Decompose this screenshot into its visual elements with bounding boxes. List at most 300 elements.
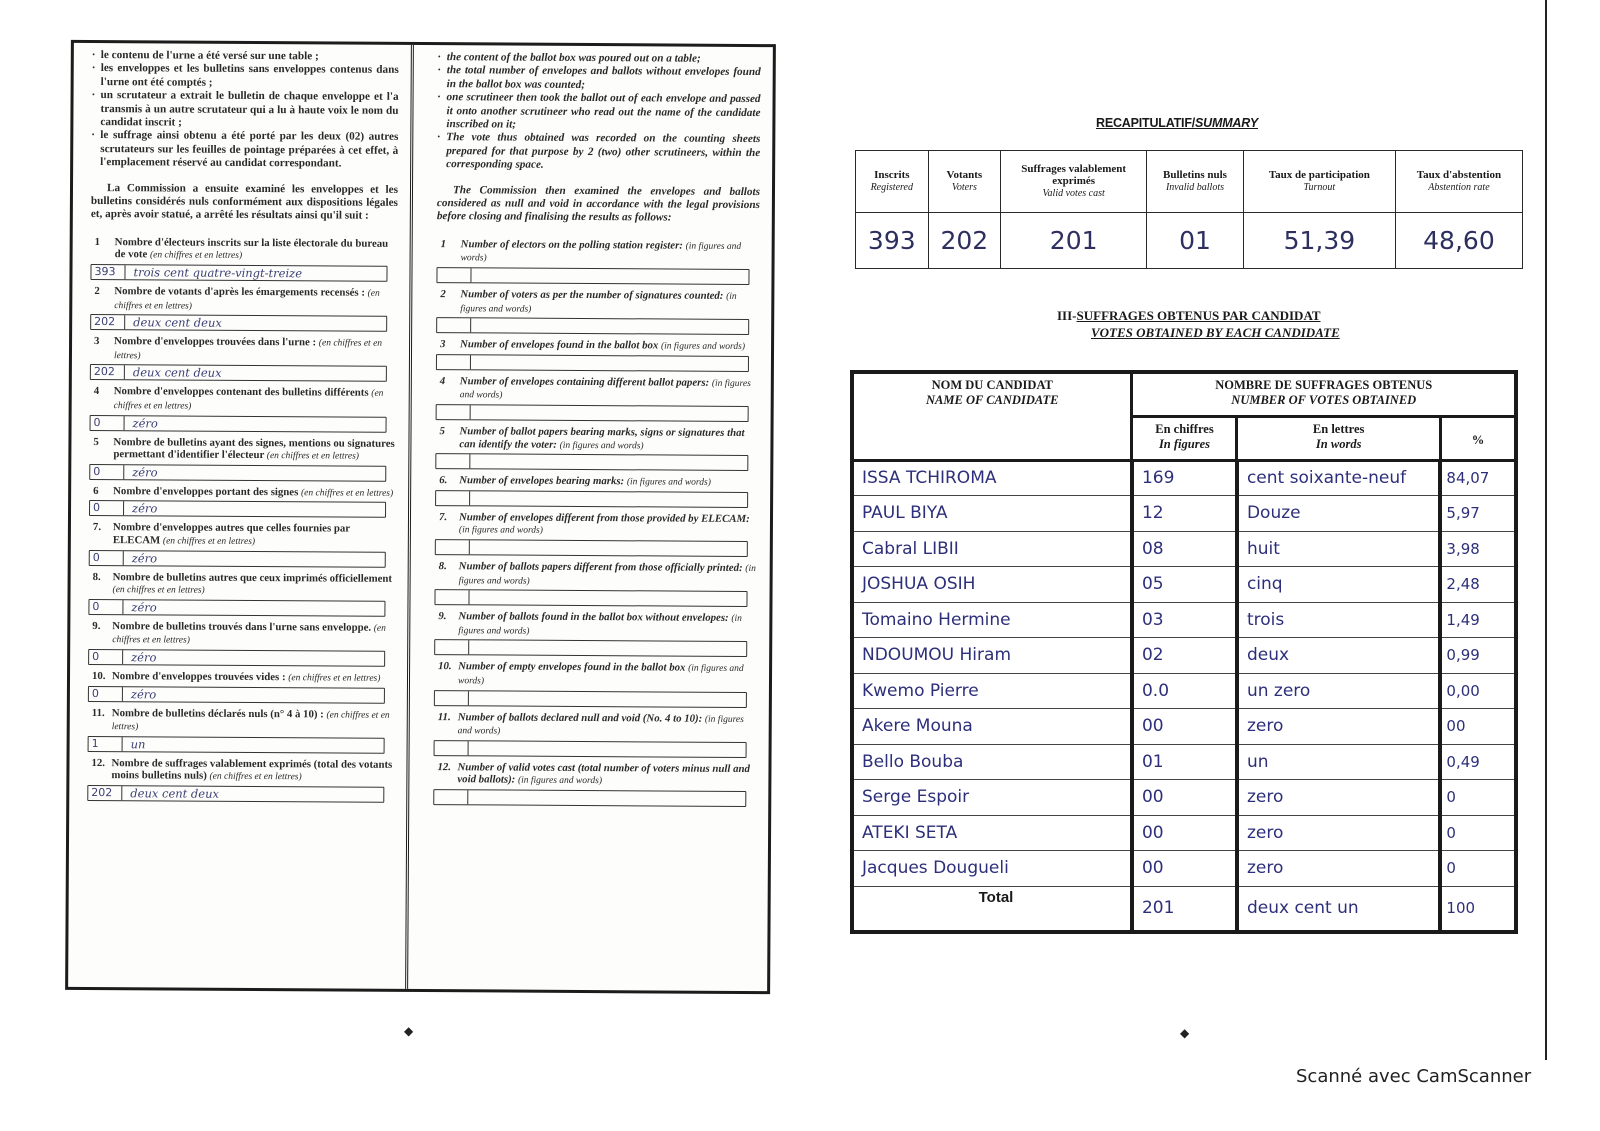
count-item-text: Nombre de bulletins déclarés nuls (n° 4 à 10) : (111, 706, 324, 720)
candidate-row (852, 460, 1516, 496)
count-item (90, 385, 397, 432)
words-input[interactable]: zéro (130, 686, 157, 701)
count-field[interactable] (436, 317, 749, 335)
procedure-list-en (437, 51, 761, 174)
votes-section-title (1057, 307, 1340, 341)
count-field[interactable] (436, 404, 749, 422)
count-item-label (91, 236, 398, 264)
words-input[interactable] (469, 748, 746, 750)
procedure-step: · un scrutateur a extrait le bulletin de chaque enveloppe et l'a transmis à un autre scrutateur qui a lu à haute voix le nom du candidat inscrit ; (91, 89, 398, 131)
total-percent: 100 (1440, 886, 1516, 932)
count-item-hint: (in figures and words) (457, 664, 744, 687)
count-item-label (434, 610, 757, 639)
count-item (433, 761, 756, 807)
registered-value: 393 (856, 213, 929, 269)
valid-votes-value: 201 (1001, 213, 1147, 269)
count-item-label (436, 338, 759, 354)
procedure-step: · one scrutineer then took the ballot out of each envelope and passed it onto another scrutineer who read out the name of the candidate inscribed on it; (437, 91, 760, 133)
header-candidate-name: NOM DU CANDIDAT NAME OF CANDIDATE (852, 372, 1132, 460)
words-input[interactable]: trois cent quatre-vingt-treize (133, 265, 303, 281)
count-field[interactable] (88, 599, 385, 617)
figures-input[interactable]: 202 (91, 315, 125, 329)
count-item-hint: (in figures and words) (626, 477, 711, 488)
votes-percent: 0 (1440, 851, 1516, 887)
count-item-label (437, 238, 760, 267)
count-item-text: Nombre d'enveloppes trouvées dans l'urne : (114, 335, 317, 349)
count-item-hint: (in figures and words) (458, 563, 756, 587)
votes-words: zero (1237, 851, 1440, 887)
candidate-name: ISSA TCHIROMA (852, 460, 1132, 496)
count-item-hint: (in figures and words) (460, 241, 742, 264)
count-item-label (88, 670, 395, 685)
words-input[interactable]: zéro (132, 415, 158, 431)
count-item (434, 711, 757, 758)
count-item-number: 1 (440, 237, 447, 251)
procedure-step: · le contenu de l'urne a été versé sur une table ; (92, 49, 399, 64)
votes-words: zero (1237, 780, 1440, 816)
section-number: III- (1057, 308, 1077, 323)
count-item-number: 7. (438, 510, 448, 523)
header-valid-votes: Suffrages valablement exprimés Valid votes cast (1001, 151, 1147, 213)
total-label: Total (852, 886, 1132, 932)
count-item-text: Number of valid votes cast (total number of voters minus null and void ballots): (457, 760, 750, 786)
words-input[interactable]: un (130, 736, 146, 752)
words-input[interactable] (470, 597, 747, 599)
header-registered: Inscrits Registered (856, 151, 929, 213)
count-item-hint: (en chiffres et en lettres) (288, 673, 381, 684)
count-item-text: Number of ballots papers different from those officially printed: (458, 560, 743, 574)
count-field[interactable] (435, 539, 748, 557)
abstention-value: 48,60 (1395, 213, 1522, 269)
results-page (820, 40, 1560, 1050)
votes-percent: 0,00 (1440, 673, 1516, 709)
count-item-label (436, 375, 759, 404)
count-item-text: Nombre de votants d'après les émargements recensés : (114, 285, 365, 299)
count-item-label (434, 711, 757, 740)
votes-figures: 01 (1132, 744, 1237, 780)
commission-intro-fr: La Commission a ensuite examiné les enveloppes et les bulletins considérés nuls conformément aux dispositions légales et, après avoir statué, a arrêté les résultats ainsi qu'il suit : (90, 181, 399, 223)
count-item-text: Nombre de bulletins ayant des signes, mentions ou signatures permettant d'identifier l'électeur (113, 435, 395, 462)
figures-input[interactable]: 0 (90, 501, 124, 515)
count-item-text: Number of ballot papers bearing marks, signs or signatures that can identify the voter: (459, 425, 745, 451)
total-words: deux cent un (1237, 886, 1440, 932)
figures-input[interactable]: 0 (89, 600, 123, 614)
figures-input[interactable]: 1 (89, 737, 123, 751)
count-field[interactable] (90, 314, 387, 332)
count-item-number: 7. (92, 521, 102, 534)
summary-table (855, 150, 1523, 269)
count-item-text: Nombre de bulletins trouvés dans l'urne sans enveloppe. (112, 619, 372, 634)
words-input[interactable]: zéro (132, 465, 158, 480)
count-item-text: Nombre d'enveloppes portant des signes (113, 484, 299, 499)
count-field[interactable] (90, 364, 387, 382)
votes-percent: 84,07 (1440, 460, 1516, 496)
votes-words: cinq (1237, 567, 1440, 603)
candidate-row (852, 531, 1516, 567)
count-item-hint: (en chiffres et en lettres) (209, 772, 302, 783)
candidate-row (852, 744, 1516, 780)
words-input[interactable]: deux cent deux (132, 365, 222, 381)
count-item-label (435, 511, 758, 539)
count-item-number: 5 (439, 425, 445, 438)
count-item-hint: (en chiffres et en lettres) (266, 451, 359, 462)
count-field[interactable] (434, 740, 747, 758)
candidate-name: Serge Espoir (852, 780, 1132, 816)
count-item-hint: (in figures and words) (459, 378, 751, 401)
count-item-number: 4 (439, 374, 446, 387)
count-item-text: Number of ballots found in the ballot box without envelopes: (458, 610, 729, 625)
count-item (435, 511, 758, 557)
count-item-label (436, 288, 759, 317)
votes-words: un zero (1237, 673, 1440, 709)
header-votes-obtained: NOMBRE DE SUFFRAGES OBTENUS NUMBER OF VOTES OBTAINED (1132, 372, 1516, 416)
procedure-step: · les enveloppes et les bulletins sans enveloppes contenus dans l'urne ont été comptés ; (92, 62, 399, 91)
count-item (435, 425, 758, 471)
page-corner-mark-icon: ◆ (1180, 1026, 1190, 1040)
section-title-en: VOTES OBTAINED BY EACH CANDIDATE (1091, 325, 1340, 340)
section-title-fr: SUFFRAGES OBTENUS PAR CANDIDAT (1076, 308, 1321, 323)
votes-percent: 5,97 (1440, 496, 1516, 532)
count-field[interactable] (89, 500, 386, 518)
count-item-hint: (in figures and words) (458, 614, 742, 637)
words-input[interactable]: deux cent deux (133, 315, 222, 331)
procedure-step: · le suffrage ainsi obtenu a été porté par les deux (02) autres scrutateurs sur les feuilles de pointage préparées à cet effet, à l'emplacement réservé au candidat correspondant. (91, 129, 398, 171)
count-item-text: Number of envelopes found in the ballot box (460, 338, 659, 352)
count-item-text: Number of ballots declared null and void (No. 4 to 10): (457, 710, 703, 725)
words-input[interactable] (470, 498, 747, 500)
header-invalid-ballots: Bulletins nuls Invalid ballots (1147, 151, 1244, 213)
count-item-number: 9. (438, 610, 447, 623)
votes-words: trois (1237, 602, 1440, 638)
candidate-row (852, 709, 1516, 745)
count-item-label (89, 485, 396, 500)
figures-input[interactable] (437, 355, 471, 369)
count-field[interactable] (88, 736, 385, 754)
count-item (88, 620, 395, 667)
figures-input[interactable] (435, 640, 469, 654)
count-item-label (434, 660, 757, 689)
candidate-name: ATEKI SETA (852, 815, 1132, 851)
votes-figures: 00 (1132, 709, 1237, 745)
english-column (408, 45, 773, 991)
votes-figures: 02 (1132, 638, 1237, 674)
count-item-number: 11. (91, 706, 105, 719)
count-item-number: 4 (93, 385, 100, 398)
candidate-name: Akere Mouna (852, 709, 1132, 745)
count-item-number: 6. (439, 474, 448, 487)
camscanner-watermark: Scanné avec CamScanner (1296, 1066, 1532, 1087)
count-field[interactable] (433, 789, 746, 807)
procedure-list-fr (91, 49, 399, 172)
candidate-name: Tomaino Hermine (852, 602, 1132, 638)
votes-words: cent soixante-neuf (1237, 460, 1440, 496)
words-input[interactable]: zéro (131, 550, 158, 565)
count-item-number: 2 (440, 288, 446, 301)
votes-percent: 00 (1440, 709, 1516, 745)
votes-words: Douze (1237, 496, 1440, 532)
count-item-number: 8. (438, 560, 447, 573)
count-field[interactable] (89, 464, 386, 482)
count-items-en (433, 238, 759, 807)
count-item-label (88, 620, 395, 649)
count-field[interactable] (434, 690, 747, 708)
words-input[interactable] (471, 326, 748, 328)
count-item (90, 285, 397, 332)
words-input[interactable] (469, 648, 746, 650)
votes-figures: 00 (1132, 851, 1237, 887)
count-item (435, 474, 758, 508)
count-field[interactable] (88, 686, 385, 704)
words-input[interactable]: deux cent deux (130, 786, 220, 801)
turnout-value: 51,39 (1243, 213, 1395, 269)
count-item-label (435, 474, 758, 490)
words-input[interactable] (471, 412, 748, 414)
votes-figures: 12 (1132, 496, 1237, 532)
count-items-fr (87, 236, 397, 803)
count-item-hint: (en chiffres et en lettres) (111, 709, 390, 733)
commission-intro-en: The Commission then examined the envelopes and ballots considered as null and void in accordance with the legal provisions before closing and finalising the results as follows: (436, 183, 761, 224)
figures-input[interactable]: 202 (91, 365, 125, 379)
count-item-hint: (en chiffres et en lettres) (112, 623, 386, 646)
votes-figures: 05 (1132, 567, 1237, 603)
count-item-text: Number of empty envelopes found in the ballot box (458, 660, 686, 674)
count-field[interactable] (435, 453, 748, 471)
header-turnout: Taux de participation Turnout (1243, 151, 1395, 213)
count-item-hint: (in figures and words) (559, 440, 644, 451)
count-item-number: 2 (94, 285, 100, 298)
votes-percent: 3,98 (1440, 531, 1516, 567)
count-field[interactable] (88, 649, 385, 667)
invalid-ballots-value: 01 (1147, 213, 1244, 269)
count-item-hint: (en chiffres et en lettres) (113, 338, 383, 362)
figures-input[interactable] (435, 590, 469, 604)
count-item-label (433, 761, 756, 789)
votes-words: zero (1237, 709, 1440, 745)
count-item-number: 11. (437, 710, 451, 723)
count-item-number: 5 (93, 435, 99, 448)
minutes-form-page (65, 40, 776, 994)
count-item-hint: (en chiffres et en lettres) (114, 288, 380, 312)
count-item-text: Number of envelopes different from those provided by ELECAM: (458, 511, 750, 525)
count-item (436, 238, 759, 285)
procedure-step: · The vote thus obtained was recorded on the counting sheets prepared for that purpose by 2 (two) other scrutineers, within the corresponding space. (437, 132, 760, 174)
count-item-hint: (in figures and words) (517, 775, 603, 787)
procedure-step: · the total number of envelopes and ballots without envelopes found in the ballot box was counted; (438, 65, 761, 94)
votes-words: un (1237, 744, 1440, 780)
figures-input[interactable]: 0 (89, 650, 123, 664)
count-item (87, 757, 394, 803)
votes-words: zero (1237, 815, 1440, 851)
votes-percent: 0,99 (1440, 638, 1516, 674)
count-item-hint: (en chiffres et en lettres) (162, 536, 256, 547)
total-row (852, 886, 1516, 932)
count-item-text: Nombre de bulletins autres que ceux imprimés officiellement (112, 570, 393, 585)
header-in-words: En lettres In words (1237, 416, 1440, 460)
count-item-label (90, 335, 397, 364)
count-item (88, 670, 395, 703)
count-item-text: Nombre d'électeurs inscrits sur la liste électorale du bureau de vote (114, 236, 389, 261)
words-input[interactable] (469, 698, 746, 700)
candidate-row (852, 815, 1516, 851)
candidate-name: PAUL BIYA (852, 496, 1132, 532)
words-input[interactable] (470, 462, 747, 464)
figures-input[interactable]: 0 (91, 416, 125, 430)
candidate-row (852, 851, 1516, 887)
count-field[interactable] (436, 267, 749, 285)
candidate-row (852, 638, 1516, 674)
count-field[interactable] (434, 589, 747, 607)
figures-input[interactable] (436, 540, 470, 554)
count-item-hint: (in figures and words) (460, 291, 737, 315)
count-item (436, 338, 759, 372)
count-item-number: 12. (437, 760, 452, 773)
votes-figures: 03 (1132, 602, 1237, 638)
count-item (88, 571, 395, 617)
votes-percent: 0 (1440, 815, 1516, 851)
votes-figures: 169 (1132, 460, 1237, 496)
figures-input[interactable] (435, 741, 469, 755)
count-item (88, 707, 395, 754)
summary-title-en: SUMMARY (1195, 116, 1259, 130)
count-field[interactable] (435, 490, 748, 508)
words-input[interactable]: zéro (131, 600, 157, 615)
count-item-hint: (en chiffres et en lettres) (112, 585, 205, 596)
count-item-text: Number of electors on the polling station register: (460, 238, 683, 252)
count-item-number: 6 (93, 484, 99, 497)
votes-figures: 0.0 (1132, 673, 1237, 709)
count-item-hint: (en chiffres et en lettres) (149, 250, 243, 262)
count-item-label (90, 285, 397, 314)
count-item-text: Nombre de suffrages valablement exprimés (total des votants moins bulletins nuls) (111, 756, 393, 783)
candidate-rows (852, 460, 1516, 886)
votes-words: huit (1237, 531, 1440, 567)
words-input[interactable] (471, 362, 748, 364)
count-item (436, 375, 759, 422)
count-item (434, 660, 757, 707)
candidate-name: Cabral LIBII (852, 531, 1132, 567)
count-item-hint: (in figures and words) (458, 525, 543, 537)
figures-input[interactable]: 202 (88, 786, 122, 800)
count-field[interactable] (436, 354, 749, 372)
count-item-number: 10. (91, 669, 106, 683)
count-item-hint: (in figures and words) (660, 341, 746, 353)
count-item-number: 12. (91, 756, 106, 769)
words-input[interactable] (468, 797, 745, 799)
count-item-hint: (en chiffres et en lettres) (300, 488, 394, 499)
count-item (89, 521, 396, 567)
figures-input[interactable] (437, 405, 471, 419)
votes-figures: 00 (1132, 815, 1237, 851)
count-item-text: Number of envelopes bearing marks: (459, 474, 625, 488)
count-field[interactable] (90, 415, 387, 433)
voters-value: 202 (928, 213, 1001, 269)
count-item-text: Number of envelopes containing different ballot papers: (459, 375, 710, 389)
summary-title-fr: RECAPITULATIF/ (1096, 116, 1196, 130)
votes-percent: 1,49 (1440, 602, 1516, 638)
count-item-label (89, 571, 396, 599)
figures-input[interactable] (437, 318, 471, 332)
figures-input[interactable] (435, 691, 469, 705)
words-input[interactable]: zéro (131, 650, 157, 665)
count-item-label (435, 425, 758, 453)
figures-input[interactable]: 0 (90, 551, 124, 565)
candidate-name: Bello Bouba (852, 744, 1132, 780)
count-item (436, 288, 759, 335)
french-column (68, 43, 414, 989)
figures-input[interactable] (437, 268, 471, 282)
summary-title (1096, 116, 1258, 130)
figures-input[interactable] (436, 454, 470, 468)
count-item-label (89, 521, 396, 549)
page-corner-mark-icon: ◆ (404, 1024, 414, 1038)
count-item-label (88, 707, 395, 736)
total-figures: 201 (1132, 886, 1237, 932)
procedure-step: · the content of the ballot box was poured out on a table; (438, 51, 761, 66)
votes-figures: 08 (1132, 531, 1237, 567)
votes-figures: 00 (1132, 780, 1237, 816)
words-input[interactable]: zéro (132, 501, 158, 516)
count-item-hint: (in figures and words) (457, 714, 744, 737)
count-item-text: Nombre d'enveloppes trouvées vides : (111, 670, 286, 684)
candidate-name: Jacques Dougueli (852, 851, 1132, 887)
votes-percent: 2,48 (1440, 567, 1516, 603)
words-input[interactable] (471, 275, 748, 277)
figures-input[interactable]: 0 (90, 465, 124, 479)
count-item (434, 610, 757, 657)
header-voters: Votants Voters (928, 151, 1001, 213)
count-field[interactable] (87, 785, 384, 803)
count-field[interactable] (90, 264, 387, 282)
count-item-hint: (en chiffres et en lettres) (113, 389, 384, 412)
header-percent: % (1440, 416, 1516, 460)
count-field[interactable] (89, 550, 386, 568)
figures-input[interactable] (436, 491, 470, 505)
count-field[interactable] (434, 639, 747, 657)
candidate-name: JOSHUA OSIH (852, 567, 1132, 603)
count-item (89, 436, 396, 482)
candidate-row (852, 602, 1516, 638)
figures-input[interactable]: 393 (91, 265, 125, 279)
header-abstention: Taux d'abstention Abstention rate (1395, 151, 1522, 213)
count-item-number: 8. (92, 570, 101, 583)
count-item-number: 1 (94, 235, 101, 248)
count-item-number: 3 (94, 335, 100, 348)
count-item-label (435, 560, 758, 589)
count-item-label (87, 757, 394, 785)
candidate-row (852, 673, 1516, 709)
figures-input[interactable] (434, 790, 468, 804)
votes-percent: 0,49 (1440, 744, 1516, 780)
count-item-label (90, 385, 397, 414)
words-input[interactable] (470, 547, 747, 549)
figures-input[interactable]: 0 (89, 687, 123, 701)
candidate-row (852, 567, 1516, 603)
count-item-text: Nombre d'enveloppes contenant des bulletins différents (113, 385, 369, 400)
count-item-number: 3 (440, 338, 446, 351)
votes-percent: 0 (1440, 780, 1516, 816)
count-item-number: 10. (438, 660, 452, 673)
count-item-text: Number of voters as per the number of signatures counted: (460, 288, 724, 302)
votes-table (850, 370, 1518, 934)
count-item-text: Nombre d'enveloppes autres que celles fournies par ELECAM (112, 521, 350, 547)
candidate-name: NDOUMOU Hiram (852, 638, 1132, 674)
candidate-row (852, 780, 1516, 816)
count-item (90, 335, 397, 382)
candidate-name: Kwemo Pierre (852, 673, 1132, 709)
count-item-label (89, 436, 396, 464)
candidate-row (852, 496, 1516, 532)
votes-words: deux (1237, 638, 1440, 674)
